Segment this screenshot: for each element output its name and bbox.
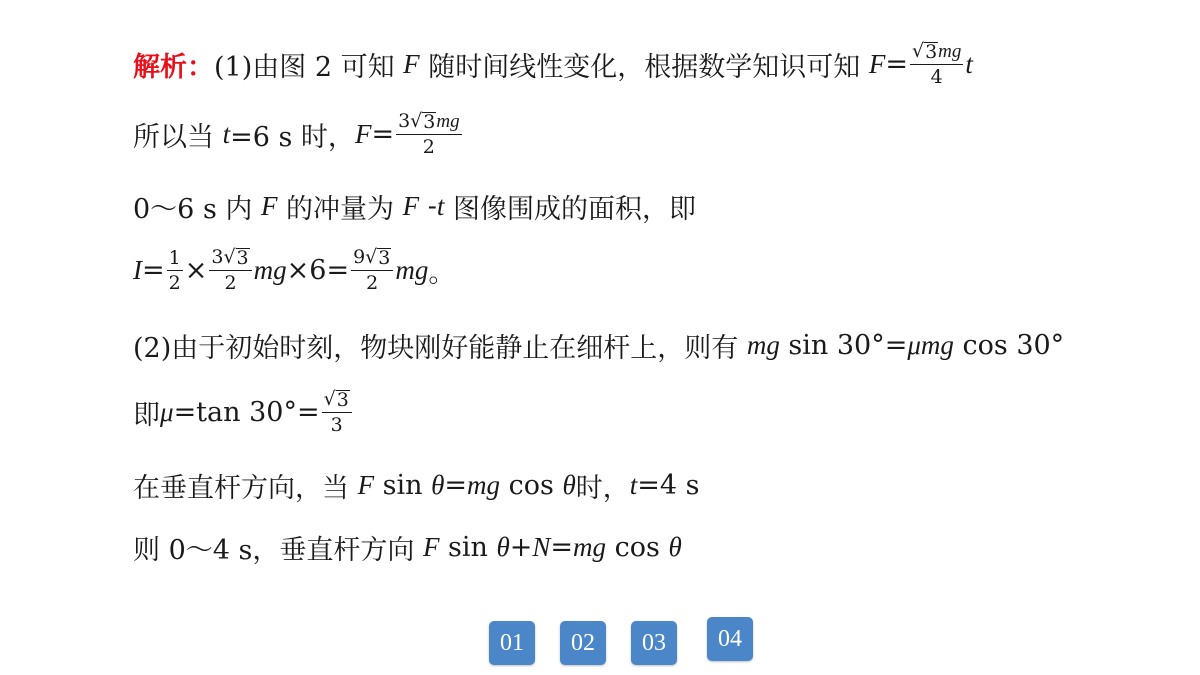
fraction: 3 √ 3 mg 2 [398, 110, 460, 158]
text: cos [500, 470, 563, 501]
text: 在垂直杆方向，当 [133, 473, 358, 504]
text: 则 0～4 s，垂直杆方向 [133, 535, 423, 566]
text: cos [606, 532, 669, 563]
fraction: 3 √ 3 2 [209, 248, 251, 293]
nav-button-02[interactable]: 02 [560, 621, 606, 665]
text: sin [374, 470, 432, 501]
text: =tan 30°= [173, 397, 320, 428]
fraction: 9 √ 3 2 [351, 248, 393, 293]
nav-button-01[interactable]: 01 [489, 621, 535, 665]
var: mg [253, 255, 287, 285]
text: 即 [133, 400, 160, 431]
var: t [436, 191, 445, 221]
text: (1)由图 2 可知 [214, 52, 404, 83]
text: + [509, 532, 533, 563]
var: mg [573, 532, 607, 562]
text: (2)由于初始时刻，物块刚好能静止在细杆上，则有 [133, 333, 747, 364]
solution-line-5 [133, 326, 1064, 365]
fraction: √ 3 3 [322, 390, 352, 435]
var: μ [160, 397, 174, 427]
text: = [885, 49, 908, 80]
text: = [550, 532, 574, 563]
var: F [422, 532, 440, 562]
text: ×6= [286, 255, 350, 286]
nav-button-03[interactable]: 03 [631, 621, 677, 665]
text: sin [439, 532, 497, 563]
solution-line-7 [133, 466, 699, 505]
var: F [403, 49, 420, 79]
var: θ [562, 470, 576, 500]
var: mg [467, 470, 501, 500]
text: = [371, 119, 395, 150]
var: mg [746, 330, 780, 360]
solution-line-8 [133, 528, 682, 567]
text: 0～6 s 内 [133, 194, 261, 225]
var: t [222, 119, 231, 149]
var: θ [668, 532, 682, 562]
var: θ [431, 470, 445, 500]
text: 图像围成的面积，即 [444, 194, 696, 225]
text: 时， [575, 473, 630, 504]
fraction: $\frac{1}{2}$ [168, 246, 181, 294]
solution-line-1 [133, 42, 973, 87]
text: =6 s 时， [230, 122, 355, 153]
text: 随时间线性变化，根据数学知识可知 [419, 52, 869, 83]
var: F [260, 191, 278, 221]
var: I [133, 255, 142, 285]
var: t [965, 49, 973, 79]
nav-button-04[interactable]: 04 [707, 617, 753, 661]
text: - [419, 191, 437, 222]
text: 的冲量为 [277, 194, 403, 225]
text: = [444, 470, 468, 501]
var: μmg [907, 330, 954, 360]
solution-line-2 [133, 112, 464, 157]
text: sin 30°= [779, 330, 908, 361]
var: F [868, 49, 886, 79]
var: θ [496, 532, 510, 562]
analysis-label: 解析： [133, 52, 214, 83]
solution-line-6 [133, 390, 354, 435]
text: 。 [428, 258, 456, 289]
solution-line-4 [133, 248, 455, 293]
var: N [532, 532, 551, 562]
text: = [142, 255, 165, 286]
var: mg [395, 255, 429, 285]
text: =4 s [637, 470, 700, 501]
text: 所以当 [133, 122, 223, 153]
var: t [629, 470, 638, 500]
solution-line-3 [133, 187, 696, 226]
text: × [184, 255, 208, 286]
fraction: √ 3 mg 4 [911, 40, 962, 88]
var: F [357, 470, 375, 500]
var: F [402, 191, 420, 221]
text: cos 30° [953, 330, 1065, 361]
var: F [354, 119, 372, 149]
